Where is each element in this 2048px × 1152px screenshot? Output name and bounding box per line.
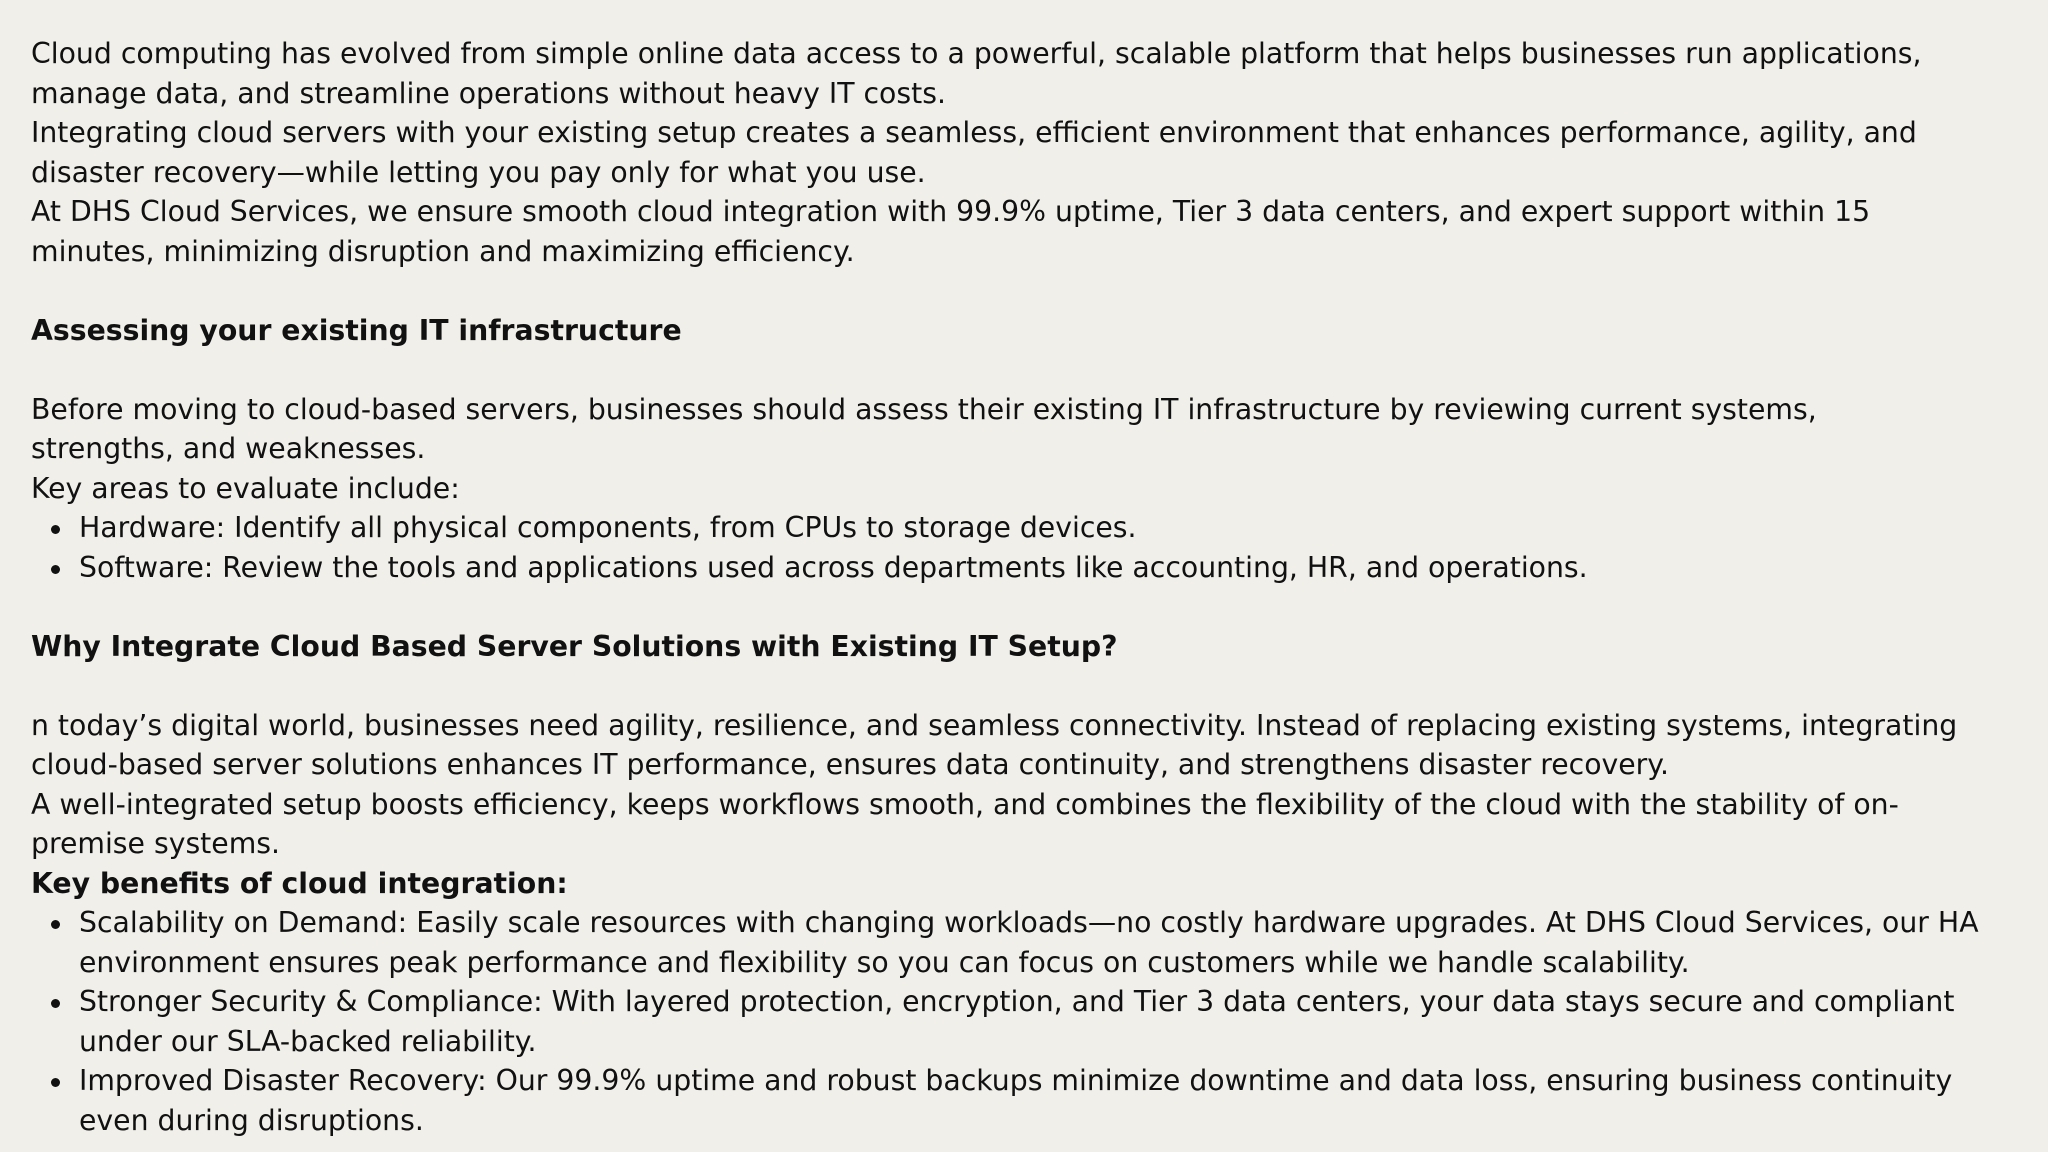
intro-line: disaster recovery—while letting you pay only for what you use. — [31, 155, 926, 189]
list-item — [31, 1061, 2021, 1140]
document-body — [31, 34, 2021, 1140]
assess-heading: Assessing your existing IT infrastructure — [31, 313, 682, 347]
evaluation-list — [31, 508, 2021, 587]
benefits-list — [31, 903, 2021, 1140]
bullet-icon — [51, 999, 60, 1008]
bullet-icon — [51, 525, 60, 534]
why-heading: Why Integrate Cloud Based Server Solutions with Existing IT Setup? — [31, 629, 1118, 663]
list-item-text: environment ensures peak performance and flexibility so you can focus on customers while we handle scalability. — [79, 945, 1690, 979]
list-item-text: Hardware: Identify all physical components, from CPUs to storage devices. — [79, 511, 1137, 544]
list-item-text: Scalability on Demand: Easily scale resources with changing workloads—no costly hardware upgrades. At DHS Cloud Services, our HA — [79, 906, 1979, 939]
bullet-icon — [51, 1078, 60, 1087]
spacer — [31, 271, 2021, 311]
intro-line: minutes, minimizing disruption and maximizing efficiency. — [31, 234, 855, 268]
intro-line: manage data, and streamline operations without heavy IT costs. — [31, 76, 946, 110]
intro-section — [31, 34, 2021, 271]
why-line: premise systems. — [31, 827, 280, 860]
list-item — [31, 903, 2021, 982]
assess-section — [31, 311, 2021, 588]
list-item-text: under our SLA-backed reliability. — [79, 1024, 537, 1058]
assess-line: Key areas to evaluate include: — [31, 471, 460, 505]
why-section — [31, 627, 2021, 1141]
list-item-text: Improved Disaster Recovery: Our 99.9% uptime and robust backups minimize downtime and data loss, ensuring business continuity — [79, 1064, 1953, 1097]
intro-line: Integrating cloud servers with your existing setup creates a seamless, efficient environment that enhances performance, agility, and — [31, 116, 1917, 149]
list-item-text: even during disruptions. — [79, 1103, 424, 1137]
intro-line: At DHS Cloud Services, we ensure smooth cloud integration with 99.9% uptime, Tier 3 data centers, and expert support within 15 — [31, 195, 1871, 228]
bullet-icon — [51, 565, 60, 574]
list-item — [31, 548, 2021, 588]
intro-line: Cloud computing has evolved from simple online data access to a powerful, scalable platform that helps businesses run applications, — [31, 37, 1922, 70]
list-item — [31, 508, 2021, 548]
why-line: cloud-based server solutions enhances IT performance, ensures data continuity, and strengthens disaster recovery. — [31, 748, 1669, 781]
why-line: n today’s digital world, businesses need agility, resilience, and seamless connectivity. Instead of replacing existing systems, integrating — [31, 708, 1958, 742]
spacer — [31, 666, 2021, 706]
bullet-icon — [51, 920, 60, 929]
assess-line: Before moving to cloud-based servers, businesses should assess their existing IT infrastructure by reviewing current systems, — [31, 392, 1817, 426]
why-line: A well-integrated setup boosts efficiency, keeps workflows smooth, and combines the flexibility of the cloud with the stability of on- — [31, 787, 1899, 821]
assess-line: strengths, and weaknesses. — [31, 432, 426, 465]
spacer — [31, 350, 2021, 390]
benefits-heading: Key benefits of cloud integration: — [31, 866, 568, 900]
list-item — [31, 982, 2021, 1061]
list-item-text: Stronger Security & Compliance: With layered protection, encryption, and Tier 3 data centers, your data stays secure and compliant — [79, 985, 1955, 1018]
list-item-text: Software: Review the tools and applications used across departments like accounting, HR, and operations. — [79, 550, 1588, 584]
spacer — [31, 587, 2021, 627]
